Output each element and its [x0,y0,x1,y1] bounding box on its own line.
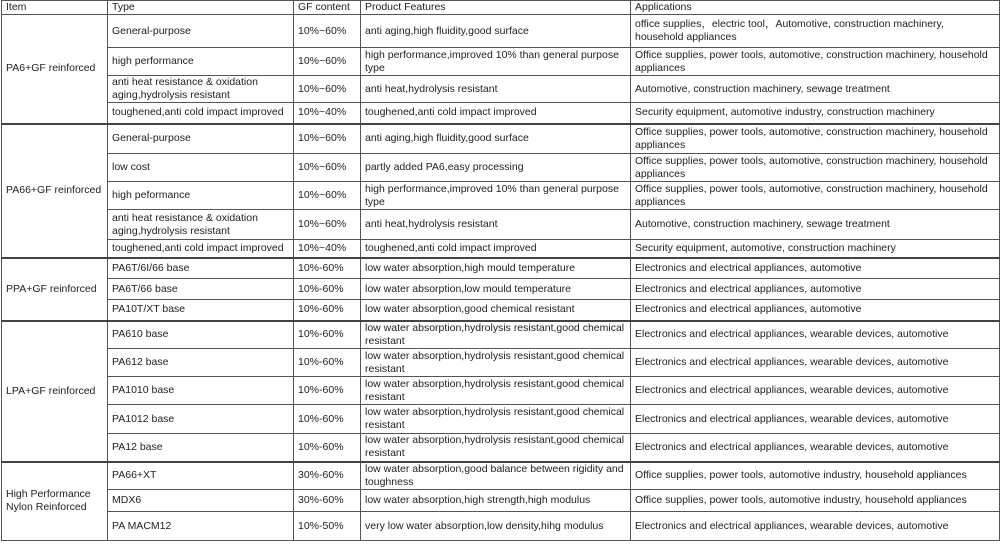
item-cell: PA66+GF reinforced [2,124,108,258]
gf-content-cell: 30%-60% [294,462,361,490]
features-cell: high performance,improved 10% than general purpose type [361,182,631,210]
table-row [2,349,1000,377]
table-row [2,240,1000,258]
applications-cell: Office supplies, power tools, automotive industry, household appliances [631,490,1000,512]
header-type: Type [108,1,294,15]
type-cell: high peformance [108,182,294,210]
gf-content-cell: 30%-60% [294,490,361,512]
table-row [2,15,1000,48]
type-cell: PA1010 base [108,377,294,405]
features-cell: low water absorption,high mould temperature [361,258,631,279]
applications-cell: Electronics and electrical appliances, wearable devices, automotive [631,321,1000,349]
gf-content-cell: 10%~60% [294,124,361,154]
type-cell: anti heat resistance & oxidation aging,hydrolysis resistant [108,210,294,240]
features-cell: partly added PA6,easy processing [361,154,631,182]
table-row [2,76,1000,103]
applications-cell: Office supplies, power tools, automotive, construction machinery, household appliances [631,154,1000,182]
type-cell: anti heat resistance & oxidation aging,hydrolysis resistant [108,76,294,103]
features-cell: low water absorption,good balance between rigidity and toughness [361,462,631,490]
table-row [2,124,1000,154]
gf-content-cell: 10%-50% [294,512,361,541]
table-row [2,512,1000,541]
table-row [2,377,1000,405]
type-cell: high performance [108,48,294,76]
gf-content-cell: 10%~60% [294,154,361,182]
gf-content-cell: 10%~40% [294,240,361,258]
features-cell: low water absorption,high strength,high modulus [361,490,631,512]
table-row [2,154,1000,182]
applications-cell: Office supplies, power tools, automotive, construction machinery, household appliances [631,48,1000,76]
applications-cell: Office supplies, power tools, automotive, construction machinery, household appliances [631,182,1000,210]
type-cell: PA10T/XT base [108,300,294,321]
table-row [2,48,1000,76]
gf-content-cell: 10%-60% [294,279,361,300]
table-row [2,434,1000,462]
features-cell: low water absorption,hydrolysis resistant,good chemical resistant [361,349,631,377]
applications-cell: office supplies，electric tool，Automotive, construction machinery, household appliances [631,15,1000,48]
type-cell: toughened,anti cold impact improved [108,240,294,258]
applications-cell: Automotive, construction machinery, sewage treatment [631,76,1000,103]
gf-content-cell: 10%-60% [294,434,361,462]
item-cell: PA6+GF reinforced [2,15,108,124]
applications-cell: Automotive, construction machinery, sewage treatment [631,210,1000,240]
header-item: Item [2,1,108,15]
gf-content-cell: 10%~60% [294,182,361,210]
features-cell: anti aging,high fluidity,good surface [361,124,631,154]
features-cell: low water absorption,hydrolysis resistant,good chemical resistant [361,434,631,462]
applications-cell: Electronics and electrical appliances, automotive [631,279,1000,300]
type-cell: PA6T/6I/66 base [108,258,294,279]
features-cell: low water absorption,good chemical resistant [361,300,631,321]
type-cell: General-purpose [108,15,294,48]
features-cell: high performance,improved 10% than general purpose type [361,48,631,76]
applications-cell: Electronics and electrical appliances, wearable devices, automotive [631,377,1000,405]
gf-content-cell: 10%~60% [294,48,361,76]
type-cell: PA MACM12 [108,512,294,541]
item-cell: LPA+GF reinforced [2,321,108,462]
header-gf-content: GF content [294,1,361,15]
table-row [2,462,1000,490]
type-cell: PA610 base [108,321,294,349]
type-cell: MDX6 [108,490,294,512]
product-table [1,0,1000,541]
table-row [2,321,1000,349]
header-row [2,1,1000,15]
applications-cell: Office supplies, power tools, automotive, construction machinery, household appliances [631,124,1000,154]
table-row [2,300,1000,321]
header-product-features: Product Features [361,1,631,15]
type-cell: PA12 base [108,434,294,462]
features-cell: low water absorption,hydrolysis resistant,good chemical resistant [361,377,631,405]
gf-content-cell: 10%-60% [294,349,361,377]
gf-content-cell: 10%~40% [294,103,361,124]
gf-content-cell: 10%-60% [294,377,361,405]
item-cell: High Performance Nylon Reinforced [2,462,108,541]
applications-cell: Electronics and electrical appliances, automotive [631,300,1000,321]
gf-content-cell: 10%-60% [294,258,361,279]
type-cell: General-purpose [108,124,294,154]
applications-cell: Electronics and electrical appliances, automotive [631,258,1000,279]
features-cell: toughened,anti cold impact improved [361,103,631,124]
table-row [2,210,1000,240]
features-cell: toughened,anti cold impact improved [361,240,631,258]
type-cell: PA6T/66 base [108,279,294,300]
gf-content-cell: 10%-60% [294,321,361,349]
features-cell: anti heat,hydrolysis resistant [361,210,631,240]
features-cell: anti aging,high fluidity,good surface [361,15,631,48]
table-row [2,490,1000,512]
table-row [2,405,1000,434]
gf-content-cell: 10%-60% [294,405,361,434]
applications-cell: Electronics and electrical appliances, wearable devices, automotive [631,434,1000,462]
applications-cell: Office supplies, power tools, automotive industry, household appliances [631,462,1000,490]
type-cell: PA612 base [108,349,294,377]
gf-content-cell: 10%~60% [294,15,361,48]
table-row [2,182,1000,210]
header-applications: Applications [631,1,1000,15]
item-cell: PPA+GF reinforced [2,258,108,321]
table-row [2,258,1000,279]
features-cell: low water absorption,hydrolysis resistant,good chemical resistant [361,321,631,349]
applications-cell: Security equipment, automotive industry, construction machinery [631,103,1000,124]
features-cell: low water absorption,hydrolysis resistant,good chemical resistant [361,405,631,434]
features-cell: anti heat,hydrolysis resistant [361,76,631,103]
applications-cell: Security equipment, automotive, construction machinery [631,240,1000,258]
type-cell: low cost [108,154,294,182]
table-row [2,279,1000,300]
applications-cell: Electronics and electrical appliances, wearable devices, automotive [631,405,1000,434]
applications-cell: Electronics and electrical appliances, wearable devices, automotive [631,512,1000,541]
type-cell: PA1012 base [108,405,294,434]
features-cell: low water absorption,low mould temperature [361,279,631,300]
gf-content-cell: 10%~60% [294,210,361,240]
gf-content-cell: 10%~60% [294,76,361,103]
table-row [2,103,1000,124]
type-cell: toughened,anti cold impact improved [108,103,294,124]
gf-content-cell: 10%-60% [294,300,361,321]
applications-cell: Electronics and electrical appliances, wearable devices, automotive [631,349,1000,377]
features-cell: very low water absorption,low density,hihg modulus [361,512,631,541]
type-cell: PA66+XT [108,462,294,490]
